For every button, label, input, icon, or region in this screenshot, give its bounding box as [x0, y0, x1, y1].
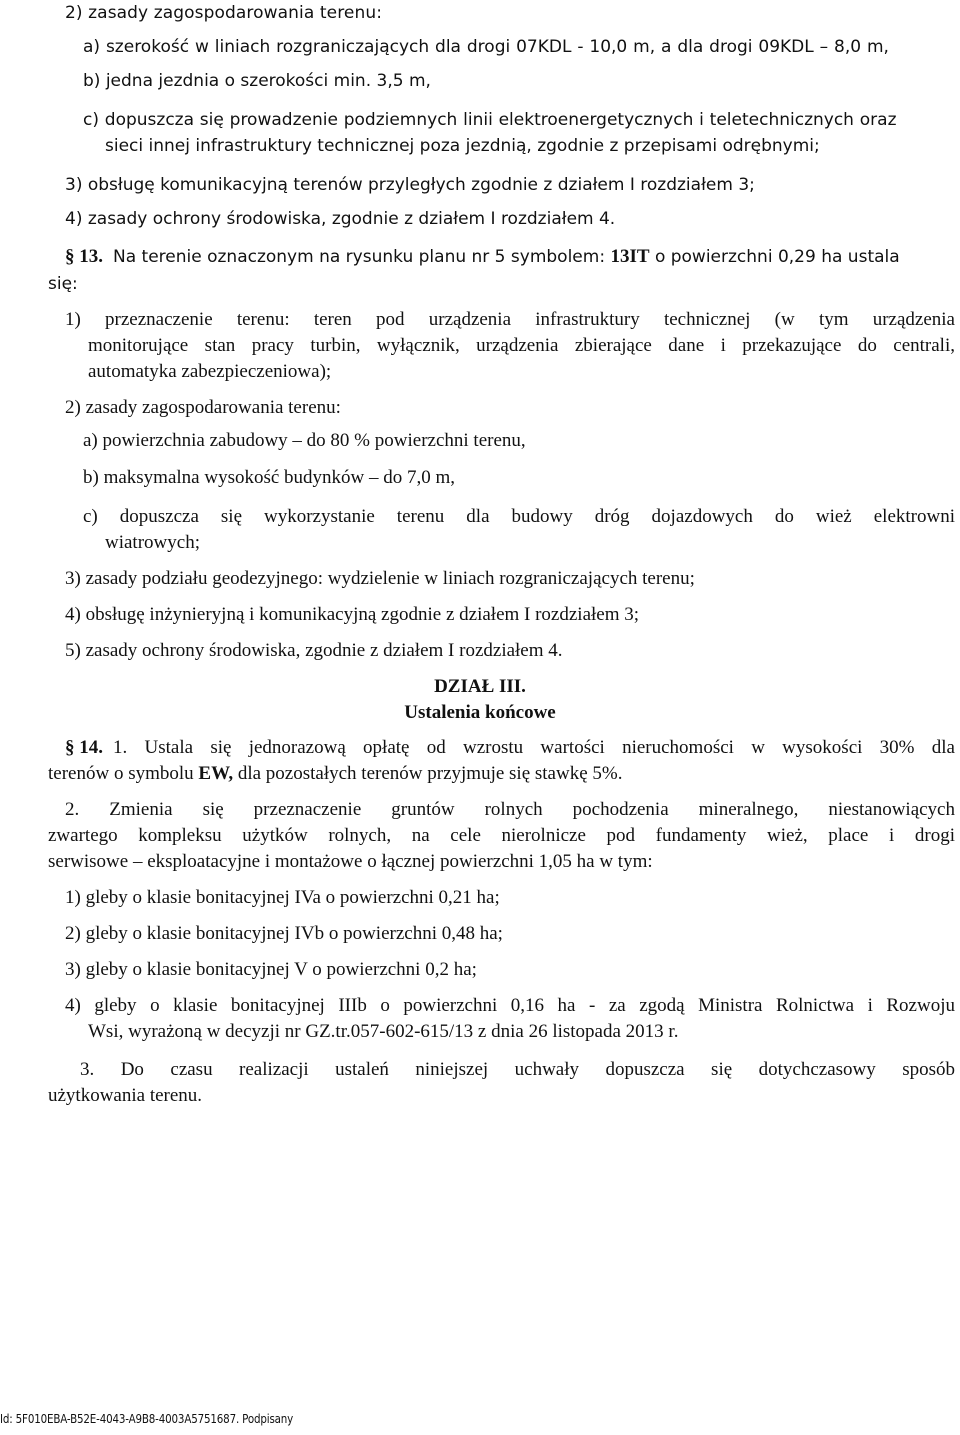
- section-13-intro: [65, 244, 900, 270]
- division-title: Ustalenia końcowe: [404, 702, 556, 723]
- roadway-item: b) jedna jezdnia o szerokości min. 3,5 m,: [83, 71, 431, 91]
- section-14-paragraph-3-line2: użytkowania terenu.: [48, 1085, 203, 1106]
- access-roads-item-line1: c) dopuszcza się wykorzystanie terenu dla budowy dróg dojazdowych do wież elektrowni: [83, 506, 955, 527]
- engineering-service-item: 4) obsługę inżynieryjną i komunikacyjną zgodnie z działem I rozdziałem 3;: [65, 604, 640, 625]
- soil-class-iva-item: 1) gleby o klasie bonitacyjnej IVa o powierzchni 0,21 ha;: [65, 887, 500, 908]
- land-use-item-line1: 1) przeznaczenie terenu: teren pod urządzenia infrastruktury technicznej (w tym urządzenia: [65, 309, 955, 330]
- zoning-rules-heading: 2) zasady zagospodarowania terenu:: [65, 3, 383, 23]
- section-14-paragraph-1-line1: [65, 735, 955, 761]
- underground-lines-item-line1: c) dopuszcza się prowadzenie podziemnych linii elektroenergetycznych i teletechnicznych oraz: [83, 110, 897, 130]
- road-width-item: a) szerokość w liniach rozgraniczających dla drogi 07KDL - 10,0 m, a dla drogi 09KDL – 8,0 m,: [83, 37, 889, 57]
- section-14-paragraph-2-line3: serwisowe – eksploatacyjne i montażowe o łącznej powierzchni 1,05 ha w tym:: [48, 851, 653, 872]
- soil-class-v-item: 3) gleby o klasie bonitacyjnej V o powierzchni 0,2 ha;: [65, 959, 477, 980]
- environment-protection-item-13: 5) zasady ochrony środowiska, zgodnie z działem I rozdziałem 4.: [65, 640, 563, 661]
- section-13-intro-text: Na terenie oznaczonym na rysunku planu nr 5 symbolem:: [113, 247, 606, 267]
- section-13-intro-continuation: się:: [48, 274, 78, 294]
- section-14-paragraph-1-text: 1. Ustala się jednorazową opłatę od wzrostu wartości nieruchomości w wysokości 30% dla: [113, 737, 955, 758]
- environment-protection-item: 4) zasady ochrony środowiska, zgodnie z działem I rozdziałem 4.: [65, 209, 616, 229]
- ew-symbol: EW,: [198, 763, 234, 784]
- section-14-number: § 14.: [65, 737, 103, 758]
- section-13-symbol: 13IT: [610, 246, 650, 267]
- underground-lines-item-line2: sieci innej infrastruktury technicznej poza jezdnią, zgodnie z przepisami odrębnymi;: [105, 136, 820, 156]
- division-heading: DZIAŁ III.: [434, 676, 526, 697]
- soil-class-iiib-item-line1: 4) gleby o klasie bonitacyjnej IIIb o powierzchni 0,16 ha - za zgodą Ministra Rolnictwa i Rozwoju: [65, 995, 955, 1016]
- paragraph-1-text-b: dla pozostałych terenów przyjmuje się stawkę 5%.: [237, 763, 623, 784]
- section-14-paragraph-2-line1: 2. Zmienia się przeznaczenie gruntów rolnych pochodzenia mineralnego, niestanowiących: [65, 799, 955, 820]
- building-area-item: a) powierzchnia zabudowy – do 80 % powierzchni terenu,: [83, 430, 526, 451]
- section-13-intro-tail: o powierzchni 0,29 ha ustala: [654, 247, 900, 267]
- building-height-item: b) maksymalna wysokość budynków – do 7,0 m,: [83, 467, 456, 488]
- access-roads-item-line2: wiatrowych;: [105, 532, 200, 553]
- paragraph-1-text-a: terenów o symbolu: [48, 763, 194, 784]
- soil-class-iiib-item-line2: Wsi, wyrażoną w decyzji nr GZ.tr.057-602-615/13 z dnia 26 listopada 2013 r.: [88, 1021, 679, 1042]
- section-13-number: § 13.: [65, 246, 103, 267]
- soil-class-ivb-item: 2) gleby o klasie bonitacyjnej IVb o powierzchni 0,48 ha;: [65, 923, 503, 944]
- traffic-service-item: 3) obsługę komunikacyjną terenów przyległych zgodnie z działem I rozdziałem 3;: [65, 175, 755, 195]
- zoning-rules-heading-13: 2) zasady zagospodarowania terenu:: [65, 397, 341, 418]
- section-14-paragraph-3-line1: 3. Do czasu realizacji ustaleń niniejszej uchwały dopuszcza się dotychczasowy sposób: [80, 1059, 955, 1080]
- land-use-item-line2: monitorujące stan pracy turbin, wyłącznik, urządzenia zbierające dane i przekazujące do centrali,: [88, 335, 955, 356]
- geodetic-division-item: 3) zasady podziału geodezyjnego: wydzielenie w liniach rozgraniczających terenu;: [65, 568, 695, 589]
- document-id-footer: Id: 5F010EBA-B52E-4043-A9B8-4003A5751687. Podpisany: [0, 1412, 294, 1426]
- section-14-paragraph-2-line2: zwartego kompleksu użytków rolnych, na cele nierolnicze pod fundamenty wież, place i drogi: [48, 825, 955, 846]
- section-14-paragraph-1-line2: [48, 761, 622, 787]
- land-use-item-line3: automatyka zabezpieczeniowa);: [88, 361, 332, 382]
